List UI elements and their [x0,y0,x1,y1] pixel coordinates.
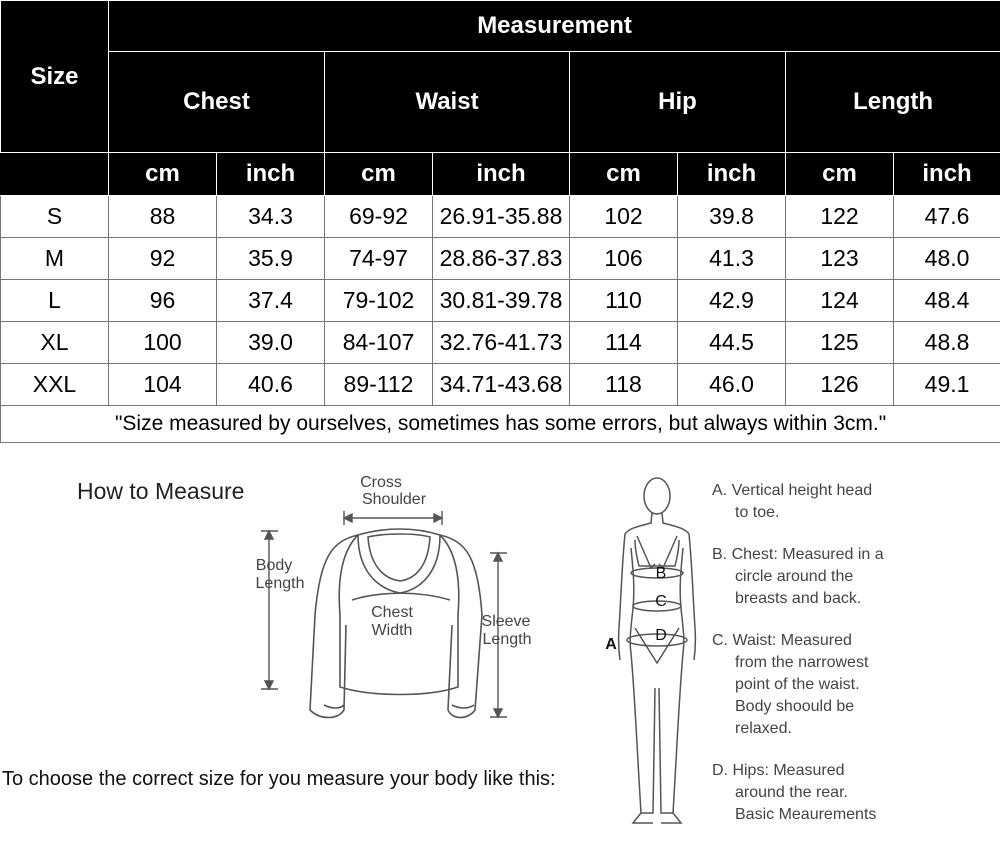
unit-header: inch [678,153,786,196]
measurement-cell: 39.0 [217,322,325,364]
body-measure-diagram [595,468,705,830]
size-cell: L [1,280,109,322]
measurement-cell: 74-97 [325,238,433,280]
measurement-cell: 124 [786,280,894,322]
measurement-cell: 89-112 [325,364,433,406]
measurement-cell: 92 [109,238,217,280]
instruction-line: relaxed. [712,720,792,737]
size-cell: S [1,196,109,238]
measurement-cell: 42.9 [678,280,786,322]
instruction-line: B. Chest: Measured in a [712,546,884,563]
length-header: Length [786,52,1000,153]
instruction-line: C. Waist: Measured [712,632,852,649]
unit-header: inch [433,153,570,196]
unit-header: cm [786,153,894,196]
measure-instructions [712,480,998,846]
unit-header: inch [217,153,325,196]
size-cell: XL [1,322,109,364]
size-cell: M [1,238,109,280]
measurement-cell: 84-107 [325,322,433,364]
chest-width-label: Width [372,622,413,639]
instruction-b [712,544,998,610]
table-row [1,196,1000,238]
label-a: A [605,636,617,653]
measurement-cell: 102 [570,196,678,238]
measurement-cell: 34.3 [217,196,325,238]
instruction-line: circle around the [712,568,853,585]
measurement-cell: 41.3 [678,238,786,280]
label-c: C [655,593,667,610]
instruction-line: Basic Meaurements [712,806,876,823]
measurement-cell: 30.81-39.78 [433,280,570,322]
measurement-cell: 37.4 [217,280,325,322]
measurement-cell: 47.6 [894,196,1000,238]
shirt-measure-diagram [240,465,560,730]
instruction-line: from the narrowest [712,654,868,671]
body-length-label: Length [256,575,305,592]
measurement-cell: 122 [786,196,894,238]
unit-header: cm [570,153,678,196]
measurement-cell: 106 [570,238,678,280]
measurement-cell: 39.8 [678,196,786,238]
unit-header: cm [325,153,433,196]
measurement-cell: 48.8 [894,322,1000,364]
chest-header: Chest [109,52,325,153]
measurement-cell: 104 [109,364,217,406]
hip-header: Hip [570,52,786,153]
table-row [1,238,1000,280]
size-cell: XXL [1,364,109,406]
instruction-line: around the rear. [712,784,848,801]
label-d: D [655,627,667,644]
instruction-a [712,480,998,524]
size-header: Size [1,1,109,153]
measurement-cell: 28.86-37.83 [433,238,570,280]
measurement-cell: 35.9 [217,238,325,280]
measurement-cell: 88 [109,196,217,238]
measurement-cell: 48.4 [894,280,1000,322]
instruction-d [712,760,998,826]
measurement-cell: 125 [786,322,894,364]
unit-header: inch [894,153,1000,196]
waist-header: Waist [325,52,570,153]
measurement-cell: 48.0 [894,238,1000,280]
measurement-cell: 32.76-41.73 [433,322,570,364]
instruction-c [712,630,998,740]
chest-width-label: Chest [371,604,413,621]
cross-shoulder-label: Shoulder [362,491,427,508]
unit-header: cm [109,153,217,196]
body-length-label: Body [256,557,292,574]
measurement-cell: 79-102 [325,280,433,322]
instruction-line: to toe. [712,504,779,521]
measurement-cell: 40.6 [217,364,325,406]
choose-size-text: To choose the correct size for you measure your body like this: [2,768,556,791]
instruction-line: D. Hips: Measured [712,762,845,779]
measurement-cell: 123 [786,238,894,280]
table-row [1,364,1000,406]
measurement-cell: 44.5 [678,322,786,364]
measurement-cell: 118 [570,364,678,406]
measurement-cell: 100 [109,322,217,364]
label-b: B [656,565,667,582]
sleeve-length-label: Length [483,631,532,648]
measurement-cell: 114 [570,322,678,364]
measurement-cell: 110 [570,280,678,322]
measurement-header: Measurement [109,1,1000,52]
measurement-cell: 69-92 [325,196,433,238]
table-row [1,322,1000,364]
size-header-blank [1,153,109,196]
instruction-line: Body shoould be [712,698,854,715]
measurement-cell: 26.91-35.88 [433,196,570,238]
instruction-line: breasts and back. [712,590,861,607]
instruction-line: point of the waist. [712,676,860,693]
sleeve-length-label: Sleeve [482,613,531,630]
cross-shoulder-label: Cross [360,474,402,491]
measurement-cell: 46.0 [678,364,786,406]
size-note: "Size measured by ourselves, sometimes has some errors, but always within 3cm." [1,406,1000,443]
measurement-cell: 49.1 [894,364,1000,406]
table-row [1,280,1000,322]
measurement-cell: 96 [109,280,217,322]
how-to-measure-title: How to Measure [77,478,244,505]
measurement-cell: 34.71-43.68 [433,364,570,406]
instruction-line: A. Vertical height head [712,482,872,499]
measurement-cell: 126 [786,364,894,406]
